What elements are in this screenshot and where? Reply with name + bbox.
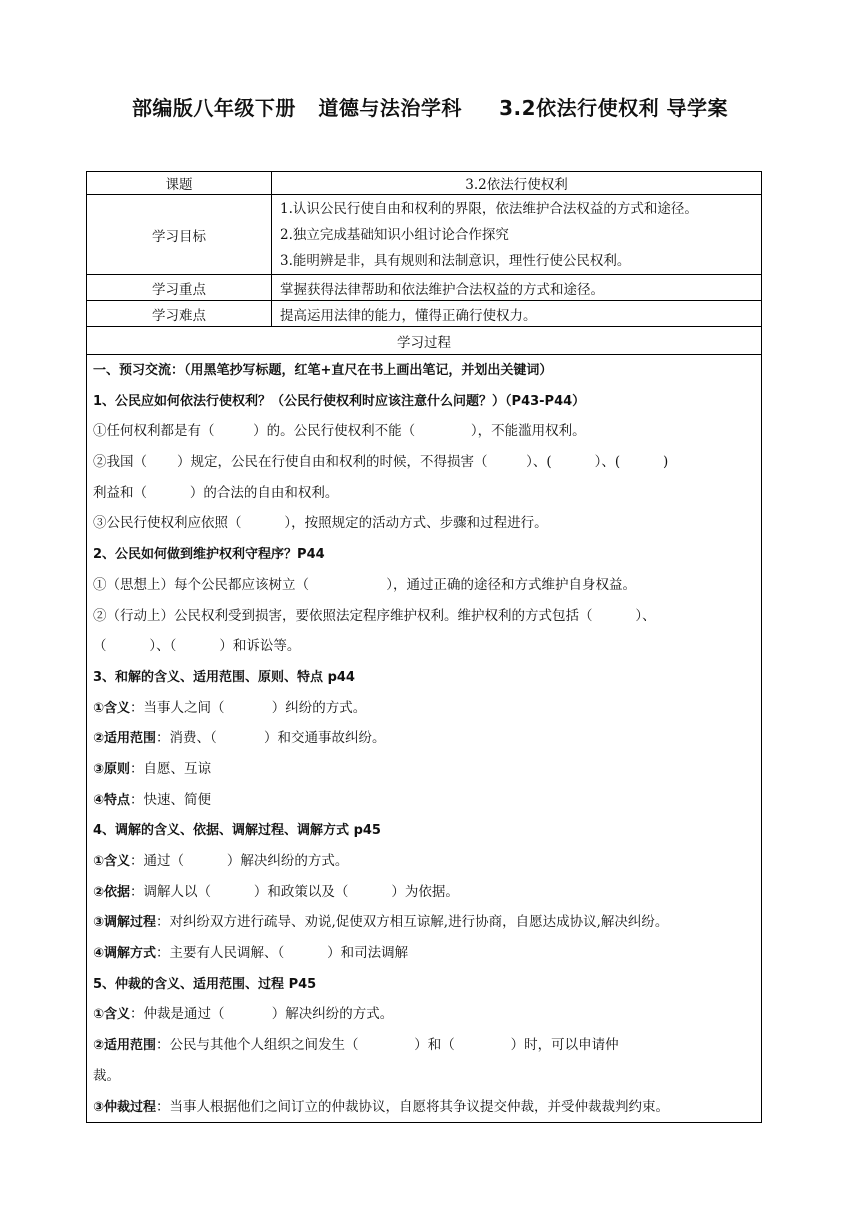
key-row: [87, 275, 762, 301]
study-guide-table: [86, 171, 762, 1123]
process-line: 1、公民应如何依法行使权利？（公民行使权利时应该注意什么问题？）（P43-P44）: [93, 393, 586, 409]
process-line: 裁。: [93, 1067, 120, 1084]
process-line: ④调解方式：主要有人民调解、（ ）和司法调解: [93, 945, 409, 962]
process-line: 一、预习交流：（用黑笔抄写标题，红笔+直尺在书上画出笔记，并划出关键词）: [93, 363, 553, 378]
topic-label: 课题: [87, 172, 272, 195]
process-cell: [87, 355, 762, 1123]
process-line: ②适用范围：公民与其他个人组织之间发生（ ）和（ ）时，可以申请仲: [93, 1037, 619, 1054]
topic-row: [87, 172, 762, 195]
difficult-value: 提高运用法律的能力，懂得正确行使权力。: [272, 301, 762, 327]
process-line: ①含义：通过（ ）解决纠纷的方式。: [93, 853, 349, 869]
process-line: ③调解过程：对纠纷双方进行疏导、劝说,促使双方相互谅解,进行协商，自愿达成协议,解决纠纷。: [93, 914, 669, 931]
page-title: 部编版八年级下册 道德与法治学科 3.2依法行使权利 导学案: [131, 96, 729, 120]
key-value: 掌握获得法律帮助和依法维护合法权益的方式和途径。: [272, 275, 762, 301]
process-line: ①任何权利都是有（ ）的。公民行使权利不能（ ），不能滥用权利。: [93, 423, 586, 440]
key-label: 学习重点: [87, 275, 272, 301]
process-line: ②我国（ ）规定，公民在行使自由和权利的时候，不得损害（ ）、( ）、( ): [93, 454, 669, 471]
process-line: 利益和（ ）的合法的自由和权利。: [93, 484, 339, 501]
process-line: ①含义：仲裁是通过（ ）解决纠纷的方式。: [93, 1006, 394, 1023]
process-line: ③公民行使权利应依照（ ），按照规定的活动方式、步骤和过程进行。: [93, 515, 548, 532]
process-label: 学习过程: [87, 327, 762, 355]
process-line: 5、仲裁的含义、适用范围、过程 P45: [93, 976, 317, 992]
difficult-row: [87, 301, 762, 327]
topic-value: 3.2依法行使权利: [272, 172, 762, 195]
process-line: ①（思想上）每个公民都应该树立（ ），通过正确的途径和方式维护自身权益。: [93, 576, 636, 593]
process-line: （ ）、（ ）和诉讼等。: [93, 638, 301, 655]
goal-item: 1.认识公民行使自由和权利的界限，依法维护合法权益的方式和途径。: [280, 200, 698, 217]
goals-cell: [272, 195, 762, 275]
process-line: 4、调解的含义、依据、调解过程、调解方式 p45: [93, 823, 381, 839]
goals-row: [87, 195, 762, 275]
process-line: ②（行动上）公民权利受到损害，要依照法定程序维护权利。维护权利的方式包括（ ）、: [93, 607, 656, 624]
goal-item: 3.能明辨是非，具有规则和法制意识，理性行使公民权利。: [280, 252, 631, 269]
process-line: 3、和解的含义、适用范围、原则、特点 p44: [93, 669, 355, 685]
process-row: [87, 355, 762, 1123]
process-line: ③原则：自愿、互谅: [93, 760, 212, 777]
process-line: ③仲裁过程：当事人根据他们之间订立的仲裁协议，自愿将其争议提交仲裁，并受仲裁裁判约束。: [93, 1098, 670, 1115]
process-line: ②依据：调解人以（ ）和政策以及（ ）为依据。: [93, 883, 459, 900]
process-line: ②适用范围：消费、（ ）和交通事故纠纷。: [93, 730, 386, 747]
process-line: 2、公民如何做到维护权利守程序？P44: [93, 547, 325, 563]
process-header-row: [87, 327, 762, 355]
difficult-label: 学习难点: [87, 301, 272, 327]
goals-label: 学习目标: [87, 195, 272, 275]
process-line: ④特点：快速、简便: [93, 791, 212, 808]
goal-item: 2.独立完成基础知识小组讨论合作探究: [280, 226, 509, 243]
process-line: ①含义：当事人之间（ ）纠纷的方式。: [93, 699, 367, 716]
